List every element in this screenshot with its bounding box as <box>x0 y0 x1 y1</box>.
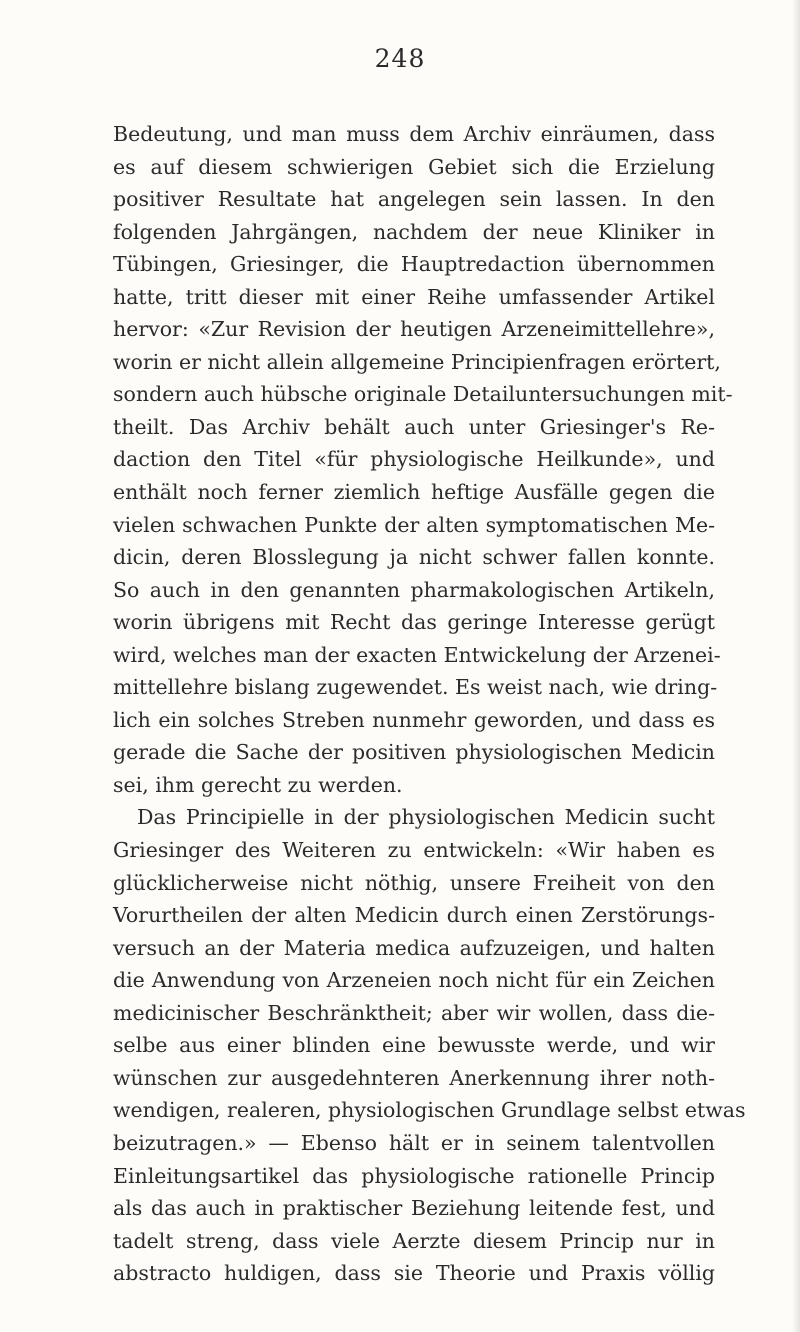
text-line: selbe aus einer blinden eine bewusste werde, und wir <box>113 1033 715 1058</box>
text-line: Einleitungsartikel das physiologische rationelle Princip <box>113 1163 715 1188</box>
text-line: wird, welches man der exacten Entwickelung der Arzenei- <box>113 642 721 667</box>
text-line: versuch an der Materia medica aufzuzeigen, und halten <box>113 935 715 960</box>
text-line: Vorurtheilen der alten Medicin durch einen Zerstörungs- <box>113 903 715 928</box>
page-edge-shadow <box>792 0 800 1332</box>
page-number: 248 <box>374 44 426 73</box>
text-line: worin er nicht allein allgemeine Principienfragen erörtert, <box>113 349 721 374</box>
text-line: wendigen, realeren, physiologischen Grundlage selbst etwas <box>113 1098 746 1123</box>
text-line: worin übrigens mit Recht das geringe Interesse gerügt <box>113 610 715 635</box>
text-line: gerade die Sache der positiven physiologischen Medicin <box>113 740 715 765</box>
text-line: mittellehre bislang zugewendet. Es weist nach, wie dring- <box>113 675 718 700</box>
text-line: die Anwendung von Arzeneien noch nicht für ein Zeichen <box>113 968 715 993</box>
text-line: hervor: «Zur Revision der heutigen Arzeneimittellehre», <box>113 317 715 342</box>
text-line: Das Principielle in der physiologischen Medicin sucht <box>137 805 715 830</box>
text-line: medicinischer Beschränktheit; aber wir wollen, dass die- <box>113 1000 715 1025</box>
text-line: positiver Resultate hat angelegen sein lassen. In den <box>113 187 715 212</box>
text-line: wünschen zur ausgedehnteren Anerkennung ihrer noth- <box>113 1065 715 1090</box>
text-line: sondern auch hübsche originale Detailuntersuchungen mit- <box>113 382 733 407</box>
text-line: sei, ihm gerecht zu werden. <box>113 772 403 797</box>
text-line: tadelt streng, dass viele Aerzte diesem Princip nur in <box>113 1228 715 1253</box>
text-line: Bedeutung, und man muss dem Archiv einräumen, dass <box>113 122 715 146</box>
text-line: enthält noch ferner ziemlich heftige Ausfälle gegen die <box>113 480 715 505</box>
text-line: So auch in den genannten pharmakologischen Artikeln, <box>113 577 715 602</box>
text-line: folgenden Jahrgängen, nachdem der neue Kliniker in <box>113 219 715 244</box>
text-line: lich ein solches Streben nunmehr geworden, und dass es <box>113 707 715 732</box>
text-line: beizutragen.» — Ebenso hält er in seinem talentvollen <box>113 1130 715 1155</box>
text-line: vielen schwachen Punkte der alten symptomatischen Me- <box>113 512 715 537</box>
text-line: dicin, deren Blosslegung ja nicht schwer fallen konnte. <box>113 545 715 570</box>
text-line: abstracto huldigen, dass sie Theorie und Praxis völlig <box>113 1261 715 1286</box>
text-line: es auf diesem schwierigen Gebiet sich die Erzielung <box>113 154 715 179</box>
text-line: glücklicherweise nicht nöthig, unsere Freiheit von den <box>113 870 715 895</box>
text-line: hatte, tritt dieser mit einer Reihe umfassender Artikel <box>113 284 715 309</box>
text-line: daction den Titel «für physiologische Heilkunde», und <box>113 447 715 472</box>
text-line: als das auch in praktischer Beziehung leitende fest, und <box>113 1196 715 1221</box>
text-line: Griesinger des Weiteren zu entwickeln: «Wir haben es <box>113 838 715 863</box>
body-text <box>113 118 746 1290</box>
text-line: theilt. Das Archiv behält auch unter Griesinger's Re- <box>113 414 715 439</box>
text-line: Tübingen, Griesinger, die Hauptredaction übernommen <box>113 252 715 277</box>
